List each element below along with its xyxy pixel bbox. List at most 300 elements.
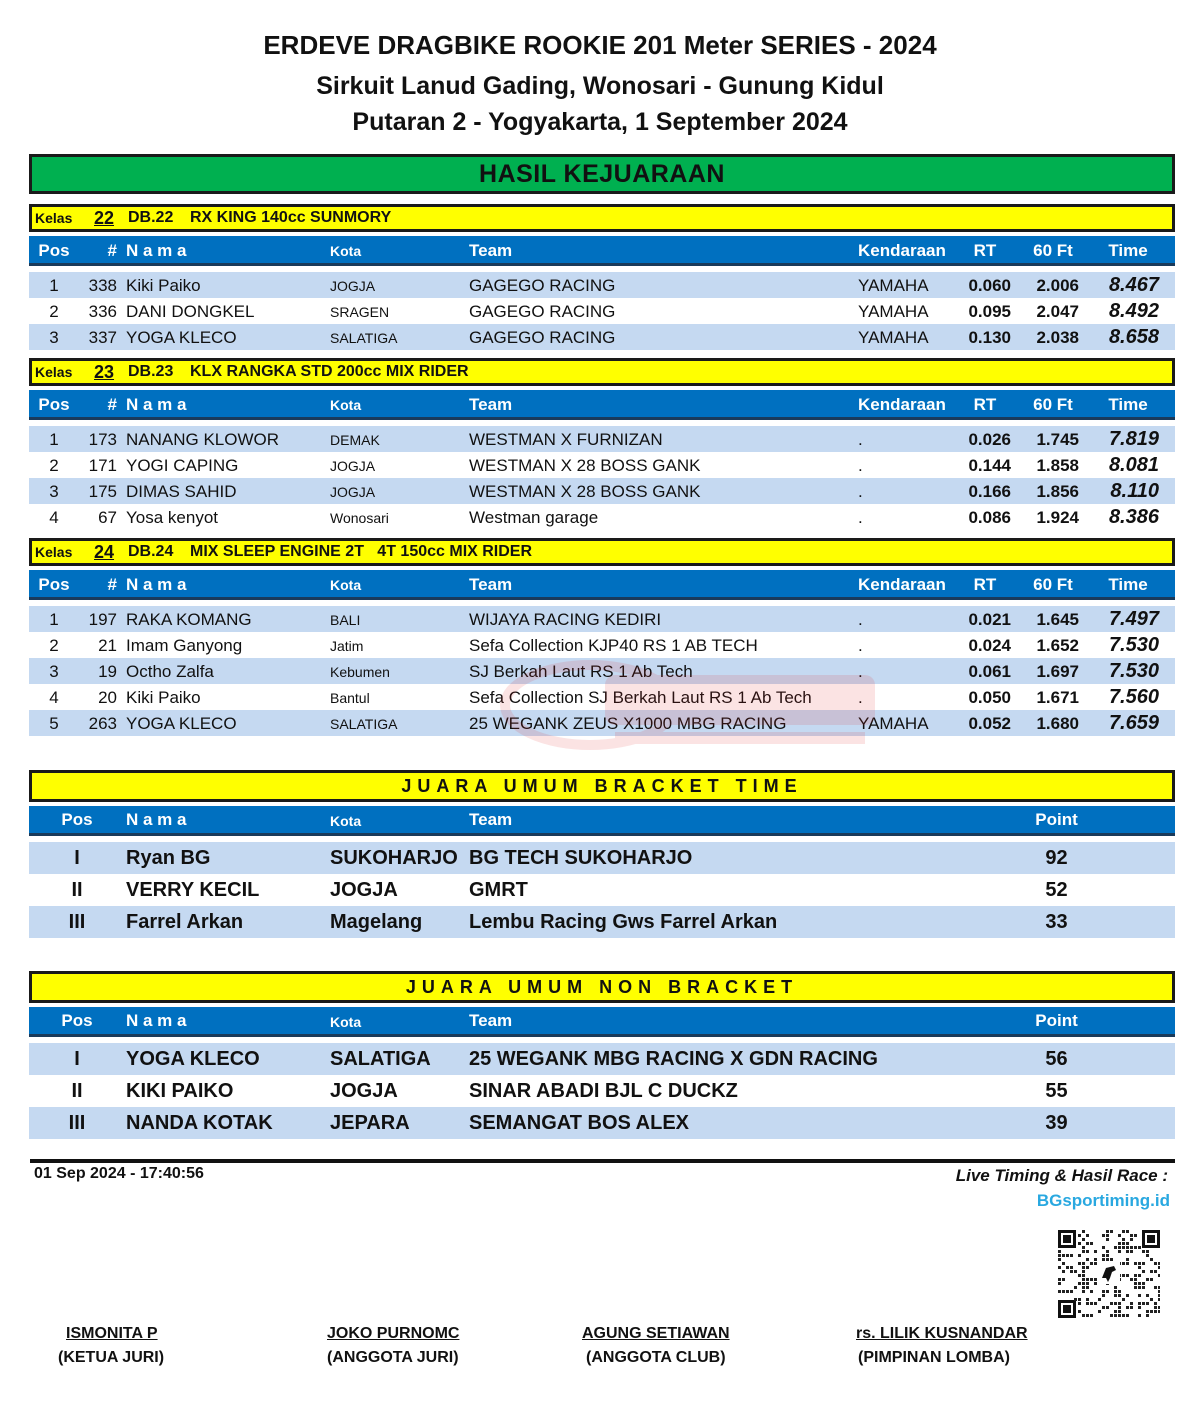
class-number: 22 bbox=[94, 208, 115, 228]
qr-module bbox=[1106, 1254, 1109, 1257]
qr-module bbox=[1158, 1286, 1160, 1289]
qr-module bbox=[1078, 1262, 1081, 1265]
cell-kendaraan: . bbox=[858, 508, 863, 527]
col-time: Time bbox=[1108, 575, 1148, 594]
cell-team: GAGEGO RACING bbox=[469, 302, 616, 321]
cell-time: 8.658 bbox=[1108, 326, 1159, 348]
qr-module bbox=[1122, 1262, 1125, 1265]
qr-module bbox=[1150, 1258, 1153, 1261]
qr-module bbox=[1106, 1230, 1109, 1233]
cell-number: 263 bbox=[88, 714, 117, 733]
qr-module bbox=[1066, 1254, 1069, 1257]
class-number: 23 bbox=[94, 362, 115, 382]
cell-pos: 3 bbox=[49, 328, 59, 347]
qr-module bbox=[1094, 1262, 1097, 1265]
cell-pos: III bbox=[68, 1112, 86, 1134]
signature-role: (KETUA JURI) bbox=[58, 1349, 165, 1366]
qr-module bbox=[1122, 1230, 1125, 1233]
qr-module bbox=[1126, 1306, 1129, 1309]
qr-module bbox=[1154, 1262, 1157, 1265]
cell-kota: JOGJA bbox=[330, 879, 398, 901]
table-body bbox=[29, 272, 1175, 350]
signature-pimpinan-lomba bbox=[856, 1325, 1028, 1367]
event-round: Putaran 2 - Yogyakarta, 1 September 2024 bbox=[352, 108, 848, 136]
cell-pos: II bbox=[71, 1080, 83, 1102]
live-timing-label: Live Timing & Hasil Race : bbox=[955, 1166, 1168, 1185]
cell-number: 21 bbox=[98, 636, 117, 655]
cell-kota: SUKOHARJO bbox=[330, 847, 458, 869]
qr-module bbox=[1146, 1254, 1149, 1257]
qr-module bbox=[1126, 1242, 1129, 1245]
qr-module bbox=[1058, 1278, 1061, 1281]
signature-role: (ANGGOTA JURI) bbox=[327, 1349, 459, 1366]
col-nama: N a m a bbox=[126, 241, 187, 260]
standings-row bbox=[29, 874, 1175, 906]
qr-module bbox=[1058, 1266, 1061, 1269]
cell-rt: 0.026 bbox=[968, 430, 1011, 449]
cell-nama: YOGA KLECO bbox=[126, 1048, 260, 1070]
website-link[interactable]: BGsportiming.id bbox=[1036, 1191, 1170, 1210]
qr-module bbox=[1082, 1246, 1085, 1249]
qr-module bbox=[1158, 1274, 1160, 1277]
qr-module bbox=[1110, 1230, 1113, 1233]
qr-module bbox=[1062, 1270, 1065, 1273]
cell-time: 8.081 bbox=[1108, 454, 1159, 476]
cell-number: 173 bbox=[88, 430, 117, 449]
col-kota: Kota bbox=[330, 397, 362, 413]
qr-module bbox=[1122, 1246, 1125, 1249]
col-team: Team bbox=[469, 1011, 513, 1030]
cell-kendaraan: YAMAHA bbox=[858, 714, 929, 733]
qr-module bbox=[1070, 1270, 1073, 1273]
qr-module bbox=[1086, 1286, 1089, 1289]
table-row bbox=[29, 272, 1175, 298]
cell-kendaraan: . bbox=[858, 688, 863, 707]
qr-module bbox=[1066, 1290, 1069, 1293]
qr-module bbox=[1150, 1278, 1153, 1281]
qr-module bbox=[1158, 1294, 1160, 1297]
qr-module bbox=[1114, 1310, 1117, 1313]
cell-pos: III bbox=[68, 911, 86, 933]
qr-module bbox=[1158, 1310, 1160, 1313]
qr-module bbox=[1142, 1270, 1145, 1273]
cell-time: 7.659 bbox=[1108, 712, 1159, 734]
qr-module bbox=[1114, 1314, 1117, 1317]
qr-module bbox=[1094, 1302, 1097, 1305]
qr-module bbox=[1086, 1302, 1089, 1305]
qr-module bbox=[1114, 1302, 1117, 1305]
juara-bracket-header bbox=[29, 806, 1175, 836]
qr-module bbox=[1110, 1302, 1113, 1305]
signature-name: JOKO PURNOMC bbox=[327, 1325, 460, 1342]
cell-kota: JOGJA bbox=[330, 458, 376, 474]
col-time: Time bbox=[1108, 395, 1148, 414]
qr-module bbox=[1090, 1290, 1093, 1293]
cell-number: 197 bbox=[88, 610, 117, 629]
cell-team: WIJAYA RACING KEDIRI bbox=[469, 610, 662, 629]
class-title-bar bbox=[29, 358, 1175, 386]
class-name: RX KING 140cc SUNMORY bbox=[190, 209, 392, 226]
cell-kota: JOGJA bbox=[330, 484, 376, 500]
col-pos: Pos bbox=[38, 575, 70, 594]
col-point: Point bbox=[1035, 1011, 1078, 1030]
cell-team: SJ Berkah Laut RS 1 Ab Tech bbox=[469, 662, 693, 681]
cell-pos: 2 bbox=[49, 456, 59, 475]
qr-module bbox=[1118, 1250, 1121, 1253]
col-team: Team bbox=[469, 810, 513, 829]
qr-module bbox=[1106, 1306, 1109, 1309]
class-section bbox=[29, 358, 1175, 530]
qr-module bbox=[1078, 1310, 1081, 1313]
cell-rt: 0.095 bbox=[968, 302, 1011, 321]
qr-module bbox=[1106, 1238, 1109, 1241]
qr-module bbox=[1114, 1290, 1117, 1293]
qr-module bbox=[1158, 1290, 1160, 1293]
qr-code-icon bbox=[1058, 1230, 1160, 1318]
col-pos: Pos bbox=[61, 810, 93, 829]
qr-module bbox=[1130, 1234, 1133, 1237]
qr-module bbox=[1126, 1250, 1129, 1253]
cell-nama: Farrel Arkan bbox=[126, 911, 244, 933]
cell-kendaraan: . bbox=[858, 662, 863, 681]
cell-kendaraan: . bbox=[858, 482, 863, 501]
qr-module bbox=[1062, 1278, 1065, 1281]
qr-module bbox=[1074, 1286, 1077, 1289]
qr-module bbox=[1118, 1294, 1121, 1297]
signature-role: (PIMPINAN LOMBA) bbox=[858, 1349, 1010, 1366]
qr-module bbox=[1114, 1286, 1117, 1289]
qr-module bbox=[1142, 1286, 1145, 1289]
cell-number: 19 bbox=[98, 662, 117, 681]
cell-number: 67 bbox=[98, 508, 117, 527]
cell-point: 39 bbox=[1045, 1112, 1068, 1134]
qr-module bbox=[1078, 1302, 1081, 1305]
cell-pos: 1 bbox=[49, 430, 59, 449]
cell-kota: SALATIGA bbox=[330, 330, 398, 346]
table-row bbox=[29, 452, 1175, 478]
kelas-label: Kelas bbox=[35, 210, 73, 226]
cell-60ft: 1.745 bbox=[1036, 430, 1079, 449]
qr-module bbox=[1150, 1270, 1153, 1273]
class-code: DB.22 bbox=[128, 209, 174, 226]
cell-point: 55 bbox=[1045, 1080, 1068, 1102]
qr-module bbox=[1090, 1278, 1093, 1281]
signature-anggota-club bbox=[582, 1325, 730, 1367]
col-kota: Kota bbox=[330, 813, 362, 829]
cell-time: 8.467 bbox=[1108, 274, 1159, 296]
qr-module bbox=[1122, 1298, 1125, 1301]
signature-role: (ANGGOTA CLUB) bbox=[586, 1349, 726, 1366]
qr-module bbox=[1126, 1230, 1129, 1233]
qr-module bbox=[1082, 1274, 1085, 1277]
col-number: # bbox=[107, 395, 117, 414]
standings-row bbox=[29, 906, 1175, 938]
qr-module bbox=[1118, 1306, 1121, 1309]
cell-kota: SRAGEN bbox=[330, 304, 390, 320]
qr-module bbox=[1070, 1254, 1073, 1257]
table-header bbox=[29, 390, 1175, 420]
qr-module bbox=[1082, 1278, 1085, 1281]
signature-name: AGUNG SETIAWAN bbox=[582, 1325, 730, 1342]
qr-module bbox=[1134, 1246, 1137, 1249]
cell-60ft: 1.924 bbox=[1036, 508, 1079, 527]
juara-bracket-section bbox=[29, 770, 1175, 938]
cell-team: 25 WEGANK MBG RACING X GDN RACING bbox=[469, 1048, 878, 1070]
col-point: Point bbox=[1035, 810, 1078, 829]
juara-non-bracket-header bbox=[29, 1007, 1175, 1037]
cell-pos: 5 bbox=[49, 714, 59, 733]
qr-module bbox=[1078, 1274, 1081, 1277]
juara-non-bracket-section bbox=[29, 971, 1175, 1139]
qr-module bbox=[1086, 1242, 1089, 1245]
cell-team: Westman garage bbox=[469, 508, 599, 527]
qr-module bbox=[1086, 1278, 1089, 1281]
qr-module bbox=[1102, 1258, 1105, 1261]
kelas-label: Kelas bbox=[35, 544, 73, 560]
cell-60ft: 1.671 bbox=[1036, 688, 1079, 707]
signature-name: rs. LILIK KUSNANDAR bbox=[856, 1325, 1028, 1342]
qr-module bbox=[1082, 1282, 1085, 1285]
qr-module bbox=[1062, 1262, 1065, 1265]
class-section bbox=[29, 538, 1175, 736]
qr-module bbox=[1126, 1274, 1129, 1277]
cell-time: 7.530 bbox=[1108, 634, 1159, 656]
class-number: 24 bbox=[94, 542, 115, 562]
cell-60ft: 1.680 bbox=[1036, 714, 1079, 733]
cell-time: 7.530 bbox=[1108, 660, 1159, 682]
qr-module bbox=[1158, 1266, 1160, 1269]
col-kendaraan: Kendaraan bbox=[858, 395, 946, 414]
qr-module bbox=[1106, 1258, 1109, 1261]
juara-non-bracket-rows bbox=[29, 1043, 1175, 1139]
cell-team: GAGEGO RACING bbox=[469, 328, 616, 347]
qr-module bbox=[1114, 1294, 1117, 1297]
qr-module bbox=[1126, 1314, 1129, 1317]
qr-module bbox=[1066, 1266, 1069, 1269]
table-row bbox=[29, 504, 1175, 530]
qr-module bbox=[1138, 1286, 1141, 1289]
event-venue: Sirkuit Lanud Gading, Wonosari - Gunung Kidul bbox=[316, 72, 884, 100]
cell-rt: 0.086 bbox=[968, 508, 1011, 527]
cell-pos: I bbox=[74, 1048, 80, 1070]
cell-team: Lembu Racing Gws Farrel Arkan bbox=[469, 911, 778, 933]
cell-pos: 2 bbox=[49, 302, 59, 321]
qr-module bbox=[1150, 1310, 1153, 1313]
qr-module bbox=[1134, 1274, 1137, 1277]
cell-team: 25 WEGANK ZEUS X1000 MBG RACING bbox=[469, 714, 787, 733]
qr-module bbox=[1102, 1246, 1105, 1249]
qr-module bbox=[1142, 1250, 1145, 1253]
cell-60ft: 1.652 bbox=[1036, 636, 1079, 655]
qr-module bbox=[1126, 1246, 1129, 1249]
cell-time: 8.492 bbox=[1108, 300, 1159, 322]
qr-module bbox=[1118, 1290, 1121, 1293]
col-rt: RT bbox=[973, 395, 997, 414]
qr-module bbox=[1078, 1298, 1081, 1301]
col-kendaraan: Kendaraan bbox=[858, 241, 946, 260]
qr-module bbox=[1142, 1302, 1145, 1305]
qr-module bbox=[1154, 1310, 1157, 1313]
cell-60ft: 2.038 bbox=[1036, 328, 1079, 347]
cell-kota: Bantul bbox=[330, 690, 370, 706]
cell-number: 171 bbox=[88, 456, 117, 475]
qr-module bbox=[1102, 1294, 1105, 1297]
col-number: # bbox=[107, 575, 117, 594]
qr-module bbox=[1138, 1246, 1141, 1249]
cell-kota: JEPARA bbox=[330, 1112, 410, 1134]
qr-module bbox=[1086, 1282, 1089, 1285]
cell-kota: SALATIGA bbox=[330, 716, 398, 732]
cell-pos: 1 bbox=[49, 610, 59, 629]
qr-module bbox=[1118, 1310, 1121, 1313]
cell-point: 52 bbox=[1045, 879, 1068, 901]
cell-team: WESTMAN X 28 BOSS GANK bbox=[469, 482, 701, 501]
qr-module bbox=[1146, 1310, 1149, 1313]
cell-point: 92 bbox=[1045, 847, 1068, 869]
qr-module bbox=[1110, 1314, 1113, 1317]
qr-module bbox=[1102, 1306, 1105, 1309]
qr-module bbox=[1154, 1270, 1157, 1273]
col-60ft: 60 Ft bbox=[1033, 241, 1073, 260]
col-number: # bbox=[107, 241, 117, 260]
cell-rt: 0.060 bbox=[968, 276, 1011, 295]
cell-nama: NANANG KLOWOR bbox=[126, 430, 280, 449]
cell-number: 175 bbox=[88, 482, 117, 501]
qr-module bbox=[1086, 1298, 1089, 1301]
col-time: Time bbox=[1108, 241, 1148, 260]
qr-module bbox=[1082, 1238, 1085, 1241]
qr-module bbox=[1090, 1242, 1093, 1245]
cell-point: 33 bbox=[1045, 911, 1068, 933]
qr-module bbox=[1078, 1282, 1081, 1285]
col-kota: Kota bbox=[330, 243, 362, 259]
cell-rt: 0.061 bbox=[968, 662, 1011, 681]
qr-module bbox=[1074, 1298, 1077, 1301]
qr-module bbox=[1098, 1298, 1101, 1301]
class-name: KLX RANGKA STD 200cc MIX RIDER bbox=[190, 363, 469, 380]
qr-module bbox=[1146, 1278, 1149, 1281]
cell-rt: 0.130 bbox=[968, 328, 1011, 347]
qr-module bbox=[1062, 1290, 1065, 1293]
qr-module bbox=[1098, 1310, 1101, 1313]
qr-module bbox=[1130, 1250, 1133, 1253]
qr-module bbox=[1102, 1254, 1105, 1257]
qr-module bbox=[1090, 1302, 1093, 1305]
cell-nama: RAKA KOMANG bbox=[126, 610, 252, 629]
qr-module bbox=[1106, 1250, 1109, 1253]
cell-nama: DANI DONGKEL bbox=[126, 302, 255, 321]
cell-rt: 0.166 bbox=[968, 482, 1011, 501]
qr-module bbox=[1134, 1262, 1137, 1265]
cell-number: 338 bbox=[88, 276, 117, 295]
table-row bbox=[29, 658, 1175, 684]
qr-module bbox=[1102, 1234, 1105, 1237]
cell-nama: Yosa kenyot bbox=[126, 508, 218, 527]
cell-kendaraan: . bbox=[858, 636, 863, 655]
cell-60ft: 1.856 bbox=[1036, 482, 1079, 501]
cell-60ft: 1.697 bbox=[1036, 662, 1079, 681]
col-nama: N a m a bbox=[126, 1011, 187, 1030]
cell-team: WESTMAN X FURNIZAN bbox=[469, 430, 663, 449]
cell-rt: 0.021 bbox=[968, 610, 1011, 629]
qr-module bbox=[1142, 1262, 1145, 1265]
qr-module bbox=[1138, 1306, 1141, 1309]
qr-module bbox=[1142, 1282, 1145, 1285]
cell-nama: YOGI CAPING bbox=[126, 456, 239, 475]
print-timestamp: 01 Sep 2024 - 17:40:56 bbox=[34, 1165, 204, 1182]
cell-kota: JOGJA bbox=[330, 278, 376, 294]
event-title: ERDEVE DRAGBIKE ROOKIE 201 Meter SERIES - 2024 bbox=[263, 30, 937, 60]
cell-kota: SALATIGA bbox=[330, 1048, 431, 1070]
class-title-bar bbox=[29, 538, 1175, 566]
qr-module bbox=[1106, 1290, 1109, 1293]
qr-module bbox=[1078, 1254, 1081, 1257]
qr-module bbox=[1082, 1230, 1085, 1233]
qr-module bbox=[1138, 1266, 1141, 1269]
qr-module bbox=[1058, 1290, 1061, 1293]
cell-nama: Octho Zalfa bbox=[126, 662, 214, 681]
col-pos: Pos bbox=[61, 1011, 93, 1030]
qr-module bbox=[1094, 1258, 1097, 1261]
cell-time: 7.497 bbox=[1108, 608, 1159, 630]
cell-nama: Kiki Paiko bbox=[126, 276, 201, 295]
class-code: DB.23 bbox=[128, 363, 174, 380]
qr-module bbox=[1114, 1246, 1117, 1249]
qr-module bbox=[1138, 1282, 1141, 1285]
kelas-label: Kelas bbox=[35, 364, 73, 380]
cell-pos: 2 bbox=[49, 636, 59, 655]
cell-nama: Kiki Paiko bbox=[126, 688, 201, 707]
cell-kendaraan: . bbox=[858, 610, 863, 629]
cell-nama: VERRY KECIL bbox=[126, 879, 260, 901]
qr-module bbox=[1126, 1258, 1129, 1261]
cell-pos: 4 bbox=[49, 508, 59, 527]
qr-module bbox=[1146, 1294, 1149, 1297]
qr-module bbox=[1150, 1298, 1153, 1301]
cell-team: GMRT bbox=[469, 879, 528, 901]
qr-module bbox=[1122, 1242, 1125, 1245]
qr-module bbox=[1158, 1262, 1160, 1265]
qr-module bbox=[1078, 1242, 1081, 1245]
qr-module bbox=[1094, 1278, 1097, 1281]
cell-number: 336 bbox=[88, 302, 117, 321]
cell-team: SINAR ABADI BJL C DUCKZ bbox=[469, 1080, 738, 1102]
qr-module bbox=[1082, 1286, 1085, 1289]
qr-module bbox=[1094, 1250, 1097, 1253]
qr-module bbox=[1122, 1314, 1125, 1317]
qr-module bbox=[1126, 1294, 1129, 1297]
col-team: Team bbox=[469, 241, 513, 260]
qr-module bbox=[1118, 1302, 1121, 1305]
qr-module bbox=[1086, 1234, 1089, 1237]
table-row bbox=[29, 606, 1175, 632]
footer-divider bbox=[30, 1159, 1175, 1163]
cell-time: 7.819 bbox=[1108, 428, 1159, 450]
class-code: DB.24 bbox=[128, 543, 174, 560]
col-nama: N a m a bbox=[126, 395, 187, 414]
cell-nama: Imam Ganyong bbox=[126, 636, 243, 655]
col-team: Team bbox=[469, 575, 513, 594]
table-row bbox=[29, 426, 1175, 452]
qr-module bbox=[1058, 1282, 1061, 1285]
cell-rt: 0.144 bbox=[968, 456, 1011, 475]
qr-module bbox=[1118, 1246, 1121, 1249]
table-row bbox=[29, 710, 1175, 736]
qr-module bbox=[1122, 1274, 1125, 1277]
qr-module bbox=[1082, 1250, 1085, 1253]
col-rt: RT bbox=[973, 241, 997, 260]
cell-team: WESTMAN X 28 BOSS GANK bbox=[469, 456, 701, 475]
